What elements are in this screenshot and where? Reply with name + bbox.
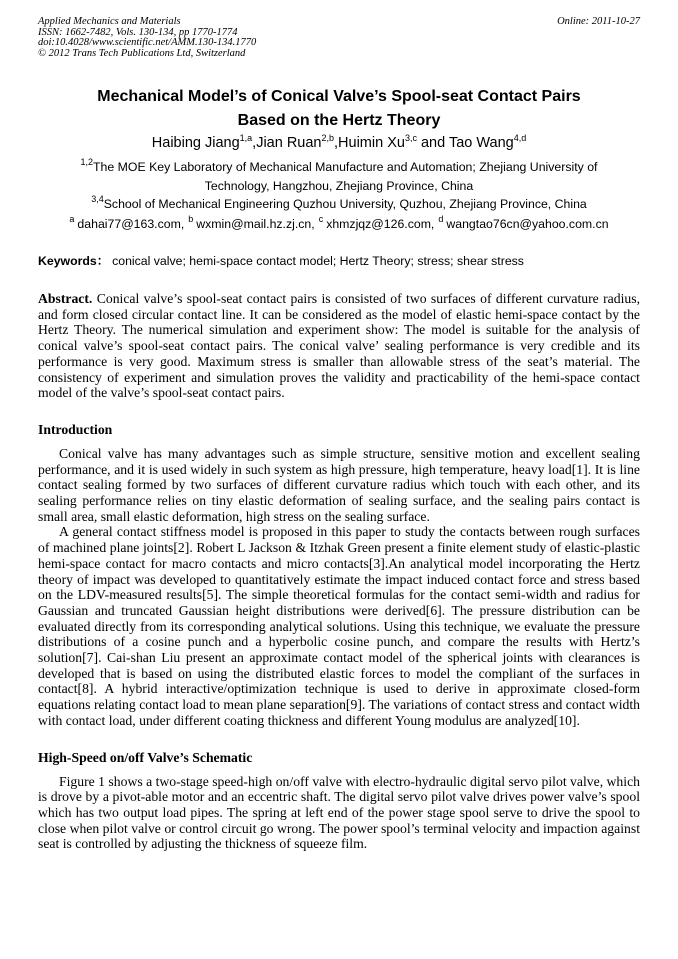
journal-header: [38, 17, 640, 59]
paragraph-valve-schematic-1: Figure 1 shows a two-stage speed-high on/off valve with electro-hydraulic digital servo pilot valve, which is drove by a pivot-able motor and an eccentric shaft. The digital servo pilot valve drives power valve’s spool which has two output load pipes. The spring at left end of the power stage spool serve to drive the spool to close when pilot valve or control circuit go wrong. The power spool’s terminal velocity and impaction against seat is controlled by adjusting the thickness of squeeze film.: [38, 773, 640, 852]
email-superscript: c: [318, 213, 324, 224]
author-superscript: 1,a: [239, 132, 253, 143]
section-heading-introduction: Introduction: [38, 421, 113, 437]
paper-title-line2: Based on the Hertz Theory: [237, 112, 441, 129]
paper-title: [38, 85, 640, 133]
author-superscript: 4,d: [513, 132, 527, 143]
keywords-text: conical valve; hemi-space contact model; Hertz Theory; stress; shear stress: [112, 254, 524, 268]
abstract-label: Abstract.: [38, 291, 93, 306]
journal-info-block: [38, 17, 256, 59]
issn-line: ISSN: 1662-7482, Vols. 130-134, pp 1770-1774: [38, 26, 238, 38]
email-superscript: b: [188, 213, 194, 224]
email-superscript: a: [69, 213, 75, 224]
section-heading-valve-schematic: High-Speed on/off Valve’s Schematic: [38, 749, 253, 765]
email-address: wangtao76cn@yahoo.com.cn: [446, 216, 609, 231]
abstract-text: Conical valve’s spool-seat contact pairs is consisted of two surfaces of different curvature radius, and form closed circular contact line. It can be considered as the model of elastic hemi-space contact by the Hertz Theory. The numerical simulation and experiment show: The model is suitable for the analysis of conical valve’s spool-seat contact pairs. The conical valve’ sealing performance is very credible and its performance is very good. Maximum stress is smaller than allowable stress of the seat’s material. The consistency of experiment and simulation proves the validity and practicability of the hemi-space contact model of the valve’s spool-seat contact pairs.: [38, 291, 640, 401]
affiliation-text: The MOE Key Laboratory of Mechanical Manufacture and Automation; Zhejiang University of Technology, Hangzhou, Zhejiang Province, China: [93, 160, 598, 193]
author: [256, 132, 339, 151]
email-item: [438, 213, 609, 231]
author: [151, 132, 257, 151]
author-separator: ,: [334, 135, 339, 151]
author: [338, 132, 449, 151]
email-list: [38, 215, 640, 234]
doi-line: doi:10.4028/www.scientific.net/AMM.130-134.1770: [38, 37, 257, 48]
keywords-label: Keywords：: [38, 254, 110, 268]
affiliation-superscript: 1,2: [80, 157, 94, 168]
email-superscript: d: [438, 213, 444, 224]
keywords-line: [38, 254, 640, 269]
author-separator: ,: [252, 135, 257, 151]
paper-title-line1: Mechanical Model’s of Conical Valve’s Spool-seat Contact Pairs: [97, 88, 581, 105]
paragraph-introduction-1: Conical valve has many advantages such as simple structure, sensitive motion and excellent sealing performance, and it is used widely in such system as high pressure, high temperature, heavy load[1]. It is line contact sealing formed by two surfaces of different curvature radius which touch with each other, and its sealing performance relies on tiny elastic deformation of sealing surface, and the sealing pairs contact is small area, small elastic deformation, high stress on the sealing surface.: [38, 445, 640, 524]
copyright-line: © 2012 Trans Tech Publications Ltd, Switzerland: [38, 47, 246, 59]
author-superscript: 3,c: [404, 132, 417, 143]
author-name: Tao Wang: [448, 135, 514, 151]
author-name: Jian Ruan: [256, 135, 322, 151]
affiliation-1: [65, 158, 613, 195]
author-list: [38, 134, 640, 152]
affiliation-superscript: 3,4: [91, 194, 104, 205]
online-date: Online: 2011-10-27: [557, 16, 640, 27]
author-separator: and: [416, 135, 449, 151]
paragraph-introduction-2: A general contact stiffness model is proposed in this paper to study the contacts between rough surfaces of machined plane joints[2]. Robert L Jackson & Itzhak Green present a finite element study of elastic-plastic hemi-space contact for macro contacts and micro contacts[3].An analytical model incorporating the Hertz theory of impact was developed to quantitatively estimate the impact induced contact force and stress based on the LDV-measured results[5]. The simple theoretical formulas for the contact semi-width and radius for Gaussian and truncated Gaussian height distributions were derived[6]. The pressure distribution can be evaluated directly from its corresponding analytical solutions. Using this technique, we evaluate the pressure distributions of a cosine punch and a hyperbolic cosine punch, and compare the results with Hertz’s solution[7]. Cai-shan Liu present an approximate contact model of the spherical joints with clearances is developed that is based on using the distributed elastic forces to model the compliant of the surfaces in contact[8]. A hybrid interactive/optimization technique is used to derive in approximate closed-form equations relating contact load to mean plane separation[9]. The variations of contact stress and contact width with contact load, under different coating thickness and different Young modulus are analyzed[10].: [38, 524, 640, 728]
email-item: [188, 213, 315, 231]
author-name: Huimin Xu: [338, 135, 405, 151]
abstract-paragraph: [38, 291, 640, 401]
email-address: xhmzjqz@126.com,: [326, 216, 435, 231]
email-address: wxmin@mail.hz.zj.cn,: [196, 216, 315, 231]
affiliation-text: School of Mechanical Engineering Quzhou University, Quzhou, Zhejiang Province, China: [103, 197, 587, 211]
journal-name: Applied Mechanics and Materials: [38, 16, 181, 27]
affiliation-2: [38, 195, 640, 214]
author-name: Haibing Jiang: [151, 135, 240, 151]
author: [448, 132, 527, 151]
email-item: [318, 213, 435, 231]
email-item: [69, 213, 185, 231]
email-address: dahai77@163.com,: [77, 216, 185, 231]
author-superscript: 2,b: [321, 132, 335, 143]
